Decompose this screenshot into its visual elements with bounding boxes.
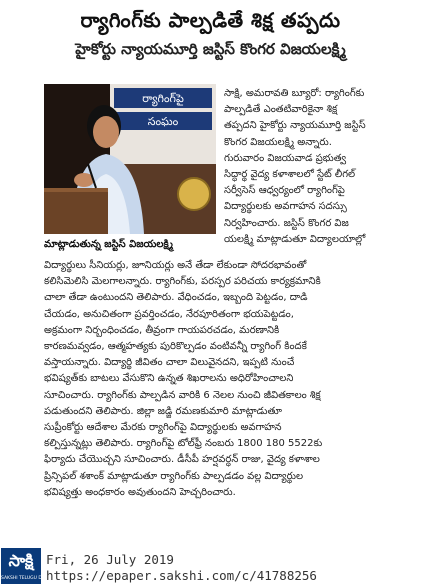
banner-line-2: సంఘం — [147, 115, 179, 128]
edition-date: Fri, 26 July 2019 — [46, 552, 174, 567]
article-body-right-column — [224, 86, 410, 248]
sakshi-logo-text: సాక్షి — [1, 548, 41, 574]
body-line: భవిష్యత్‌కు బాటలు వేసుకొని ఉన్నత శిఖరాలను అధిరోహించాలని — [44, 373, 294, 385]
epaper-link[interactable]: https://epaper.sakshi.com/c/41788256 — [46, 568, 317, 583]
body-line: చేయడం, అనుచితంగా ప్రవర్తించడం, నేరపూరితంగా భయపెట్టడం, — [44, 308, 294, 320]
body-line: కారణమవ్వడం, ఆత్మహత్యకు పురికొల్పడం వంటివన్నీ ర్యాగింగ్ కిందకే — [44, 341, 307, 353]
speaker-photo — [44, 84, 216, 234]
body-line: సర్వీసెస్ ఆధ్వర్యంలో ర్యాగింగ్‌పై — [224, 185, 345, 197]
banner-line-1: ర్యాగింగ్‌పై — [142, 92, 184, 105]
body-line: విద్యార్థులకు అవగాహన సదస్సు — [224, 201, 347, 213]
body-line: పడుతుందని తెలిపారు. జిల్లా జడ్జి రమణకుమారి మాట్లాడుతూ — [44, 405, 282, 417]
body-line: భవిష్యత్తు అంధకారం అవుతుందని హెచ్చరించారు. — [44, 486, 236, 498]
epaper-footer — [0, 548, 421, 586]
body-line: వస్తాయన్నారు. విద్యార్థి జీవితం చాలా విలువైనదని, ఇప్పటి నుంచే — [44, 357, 295, 369]
body-line: అక్రమంగా నిర్బంధించడం, తీవ్రంగా గాయపరచడం, మరణానికి — [44, 324, 280, 336]
body-line: కొంగర విజయలక్ష్మి అన్నారు. — [224, 136, 332, 148]
body-line: సాక్షి, అమరావతి బ్యూరో: ర్యాగింగ్‌కు — [224, 88, 365, 99]
body-line: కలిసిమెలిసి మెలగాలన్నారు. ర్యాగింగ్‌కు, పరస్పర పరిచయ కార్యక్రమానికి — [44, 276, 321, 288]
body-line: చాలా తేడా ఉంటుందని తెలిపారు. వేధించడం, ఇబ్బంది పెట్టడం, దాడి — [44, 292, 308, 304]
sakshi-logo[interactable] — [1, 548, 51, 584]
sakshi-logo-tagline: SAKSHI TELUGU DAILY — [1, 574, 41, 584]
body-line: ప్రిన్సిపల్ శశాంక్ మాట్లాడుతూ ర్యాగింగ్‌కు పాల్పడడం వల్ల విద్యార్థుల — [44, 470, 304, 482]
body-line: సుప్రీంకోర్టు ఆదేశాల మేరకు ర్యాగింగ్‌పై విద్యార్థులకు అవగాహన — [44, 422, 282, 434]
body-line: కల్పిస్తున్నట్లు తెలిపారు. ర్యాగింగ్‌పై టోల్‌ఫ్రీ నంబరు 1800 180 5522కు — [44, 438, 323, 450]
body-line: యలక్ష్మి మాట్లాడుతూ విద్యాలయాల్లో — [224, 233, 366, 245]
body-line: గురువారం విజయవాడ ప్రభుత్వ — [224, 152, 347, 164]
article-headline: ర్యాగింగ్‌కు పాల్పడితే శిక్ష తప్పదు — [80, 8, 341, 32]
body-line: తప్పదని హైకోర్టు న్యాయమూర్తి జస్టిస్ — [224, 120, 366, 132]
article-body-full-width — [44, 258, 416, 501]
body-line: సూచించారు. ర్యాగింగ్‌కు పాల్పడిన వారికి 6 నెలల నుంచి జీవితకాలం శిక్ష — [44, 389, 321, 401]
body-line: నిర్వహించారు. జస్టిస్ కొంగర విజ — [224, 217, 349, 229]
body-line: సిద్ధార్థ వైద్య కళాశాలలో స్టేట్ లీగల్ — [224, 169, 356, 181]
photo-caption: మాట్లాడుతున్న జస్టిస్ విజయలక్ష్మి — [44, 239, 173, 250]
body-line: ఫిర్యాదు చేయొచ్చని సూచించారు. డీసీపీ హర్షవర్ధన్ రాజు, వైద్య కళాశాల — [44, 454, 320, 466]
body-line: విద్యార్థులు సీనియర్లు, జూనియర్లు అనే తేడా లేకుండా సోదరభావంతో — [44, 260, 307, 271]
article-subheadline: హైకోర్టు న్యాయమూర్తి జస్టిస్ కొంగర విజయలక్ష్మి — [75, 40, 346, 58]
body-line: పాల్పడితే ఎంతటివారికైనా శిక్ష — [224, 104, 338, 116]
